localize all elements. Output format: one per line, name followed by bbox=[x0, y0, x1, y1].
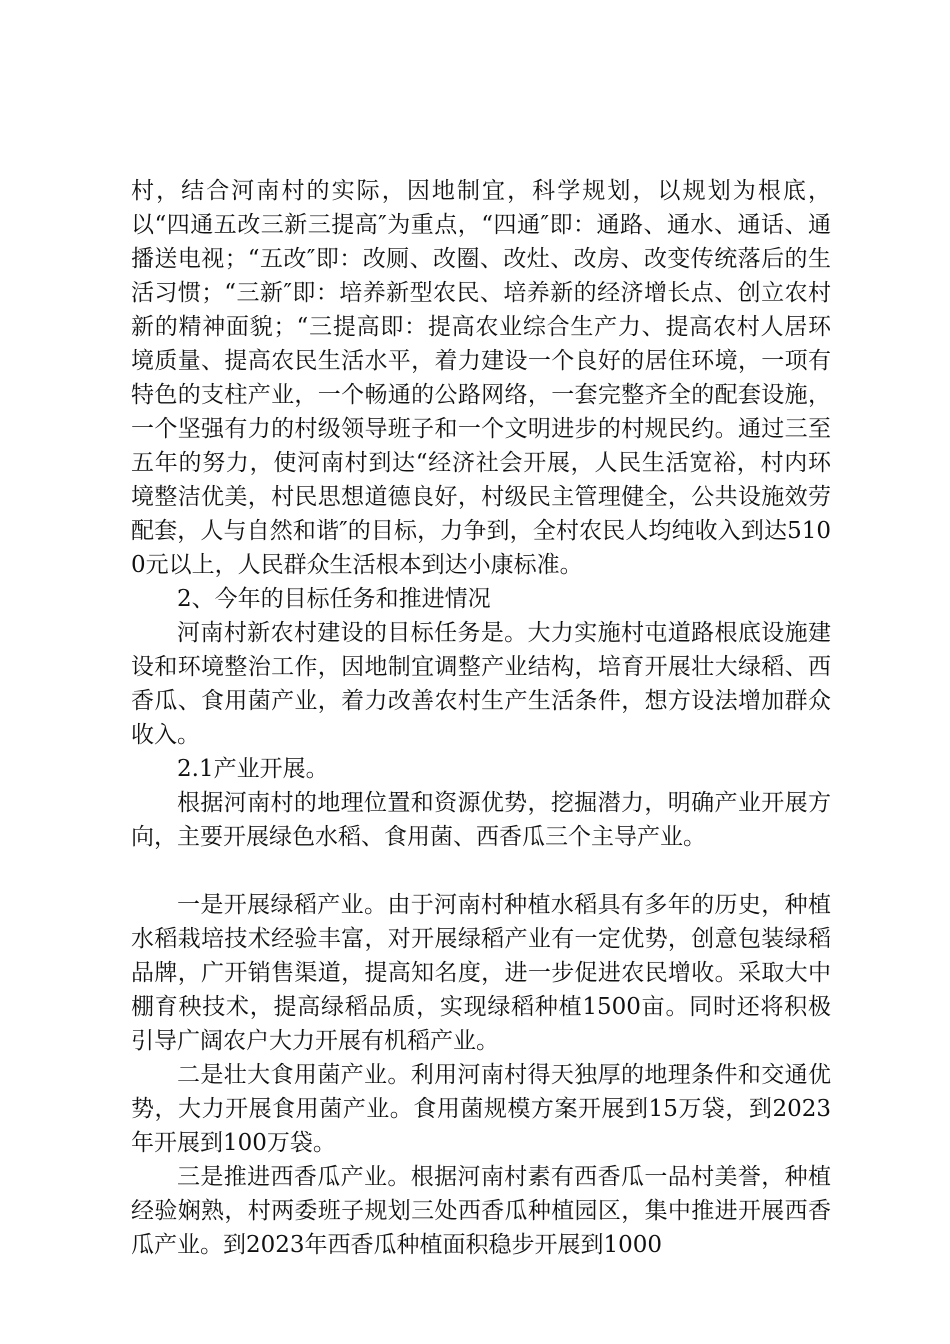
paragraph-intro-continued: 村，结合河南村的实际，因地制宜，科学规划，以规划为根底，以“四通五改三新三提高″为重点，“四通″即：通路、通水、通话、通播送电视；“五改″即：改厕、改圈、改灶、改房、改变传统落后的生活习惯；“三新″即：培养新型农民、培养新的经济增长点、创立农村新的精神面貌；“三提高即：提高农业综合生产力、提高农村人居环境质量、提高农民生活水平，着力建设一个良好的居住环境，一项有特色的支柱产业，一个畅通的公路网络，一套完整齐全的配套设施，一个坚强有力的村级领导班子和一个文明进步的村规民约。通过三至五年的努力，使河南村到达“经济社会开展，人民生活宽裕，村内环境整洁优美，村民思想道德良好，村级民主管理健全，公共设施效劳配套，人与自然和谐″的目标，力争到，全村农民人均纯收入到达5100元以上，人民群众生活根本到达小康标准。 bbox=[131, 178, 831, 578]
paragraph-targets: 河南村新农村建设的目标任务是。大力实施村屯道路根底设施建设和环境整治工作，因地制宜调整产业结构，培育开展壮大绿稻、西香瓜、食用菌产业，着力改善农村生产生活条件，想方设法增加群众收入。 bbox=[131, 620, 831, 748]
section-heading-2: 2、今年的目标任务和推进情况 bbox=[177, 586, 491, 612]
paragraph-fungi-industry: 二是壮大食用菌产业。利用河南村得天独厚的地理条件和交通优势，大力开展食用菌产业。食用菌规模方案开展到15万袋，到2023年开展到100万袋。 bbox=[131, 1062, 831, 1156]
paragraph-melon-industry: 三是推进西香瓜产业。根据河南村素有西香瓜一品村美誉，种植经验娴熟，村两委班子规划三处西香瓜种植园区，集中推进开展西香瓜产业。到2023年西香瓜种植面积稳步开展到1000 bbox=[131, 1164, 831, 1258]
paragraph-industry-direction: 根据河南村的地理位置和资源优势，挖掘潜力，明确产业开展方向，主要开展绿色水稻、食用菌、西香瓜三个主导产业。 bbox=[131, 790, 831, 850]
section-heading-2-1: 2.1产业开展。 bbox=[177, 756, 329, 782]
document-body bbox=[131, 174, 831, 1262]
paragraph-rice-industry: 一是开展绿稻产业。由于河南村种植水稻具有多年的历史，种植水稻栽培技术经验丰富，对开展绿稻产业有一定优势，创意包装绿稻品牌，广开销售渠道，提高知名度，进一步促进农民增收。采取大中棚育秧技术，提高绿稻品质，实现绿稻种植1500亩。同时还将积极引导广阔农户大力开展有机稻产业。 bbox=[131, 892, 831, 1054]
